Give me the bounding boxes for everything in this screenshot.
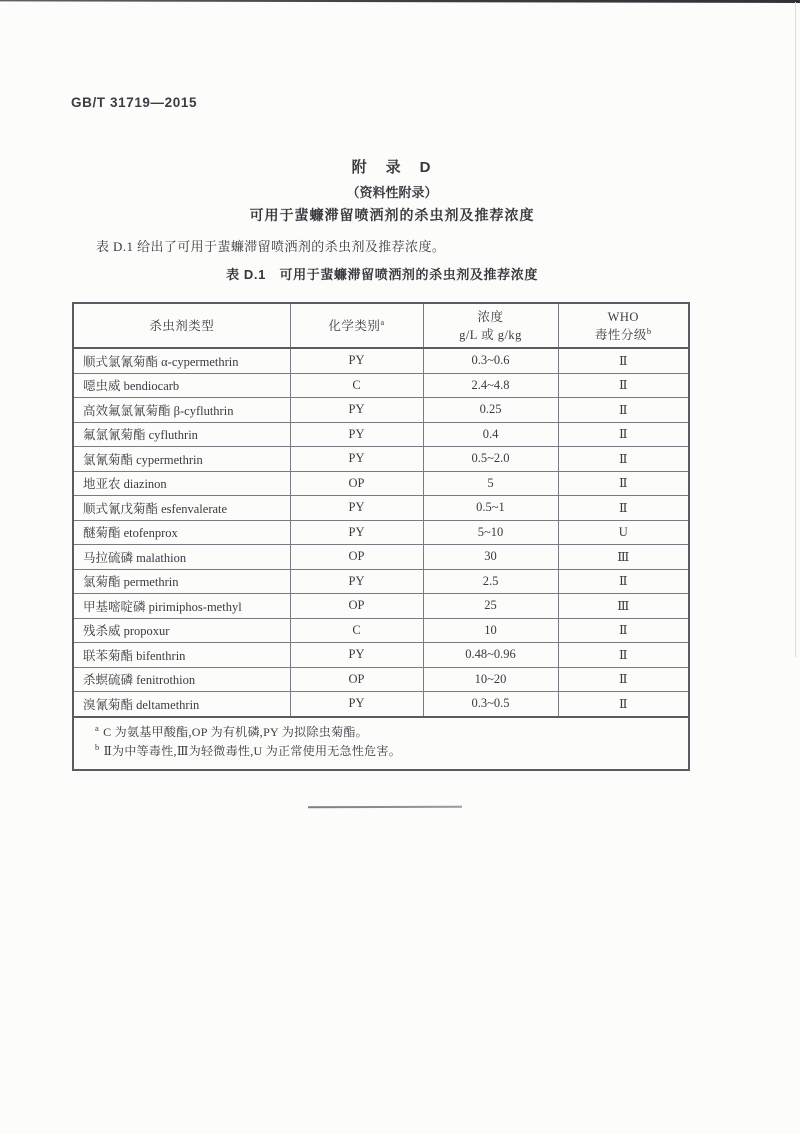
col-header-insecticide-label: 杀虫剂类型 bbox=[149, 318, 215, 333]
col-header-who bbox=[558, 303, 689, 348]
who-toxicity-cell: Ⅱ bbox=[558, 643, 689, 668]
appendix-label: 附 录 D bbox=[351, 159, 433, 176]
insecticide-name-cell: 马拉硫磷 malathion bbox=[73, 545, 290, 570]
insecticide-name-cell: 联苯菊酯 bifenthrin bbox=[73, 643, 290, 668]
insecticide-name-cell: 甲基嘧啶磷 pirimiphos-methyl bbox=[73, 594, 290, 619]
insecticide-name-cell: 高效氟氯氰菊酯 β-cyfluthrin bbox=[73, 398, 290, 423]
footnote-ref-a: a bbox=[380, 316, 385, 327]
table-row bbox=[73, 520, 689, 545]
col-header-concentration-line1: 浓度 bbox=[477, 309, 504, 324]
concentration-cell: 10 bbox=[423, 618, 558, 643]
who-toxicity-cell: Ⅱ bbox=[558, 569, 689, 594]
chemical-class-cell: OP bbox=[290, 471, 423, 496]
concentration-cell: 25 bbox=[423, 594, 558, 619]
concentration-cell: 30 bbox=[423, 545, 558, 570]
concentration-cell: 10~20 bbox=[423, 667, 558, 692]
chemical-class-cell: OP bbox=[290, 667, 423, 692]
scan-top-edge bbox=[0, 0, 800, 3]
col-header-who-line2-wrap bbox=[559, 326, 689, 344]
chemical-class-cell: OP bbox=[290, 594, 423, 619]
table-row bbox=[73, 569, 689, 594]
col-header-who-line1: WHO bbox=[607, 309, 639, 324]
chemical-class-cell: PY bbox=[290, 692, 423, 717]
who-toxicity-cell: Ⅲ bbox=[558, 594, 689, 619]
chemical-class-cell: PY bbox=[290, 520, 423, 545]
insecticide-name-cell: 溴氰菊酯 deltamethrin bbox=[73, 692, 290, 717]
footnote-line: $^a$ C 为氨基甲酸酯,OP 为有机磷,PY 为拟除虫菊酯。 bbox=[95, 722, 368, 739]
concentration-cell: 0.3~0.5 bbox=[423, 692, 558, 717]
col-header-insecticide bbox=[73, 303, 290, 348]
insecticide-name-cell: 醚菊酯 etofenprox bbox=[73, 520, 290, 545]
chemical-class-cell: PY bbox=[290, 496, 423, 521]
who-toxicity-cell: Ⅱ bbox=[558, 496, 689, 521]
who-toxicity-cell: Ⅱ bbox=[558, 447, 689, 472]
insecticide-name-cell: 氟氯氰菊酯 cyfluthrin bbox=[73, 422, 290, 447]
footnote-ref-b: b bbox=[646, 325, 652, 336]
standard-number: GB/T 31719—2015 bbox=[71, 95, 198, 110]
col-header-chemical-class-label: 化学类别 bbox=[328, 318, 381, 333]
table-row bbox=[73, 496, 689, 521]
col-header-who-line2: 毒性分级 bbox=[594, 327, 647, 342]
who-toxicity-cell: Ⅱ bbox=[558, 398, 689, 423]
insecticide-table bbox=[72, 302, 690, 771]
table-row bbox=[73, 545, 689, 570]
table-row bbox=[73, 373, 689, 398]
table-row bbox=[73, 692, 689, 717]
who-toxicity-cell: Ⅲ bbox=[558, 545, 689, 570]
insecticide-name-cell: 氯菊酯 permethrin bbox=[73, 569, 290, 594]
insecticide-name-cell: 噁虫威 bendiocarb bbox=[73, 373, 290, 398]
table-row bbox=[73, 667, 689, 692]
intro-paragraph: 表 D.1 给出了可用于蜚蠊滞留喷洒剂的杀虫剂及推荐浓度。 bbox=[96, 239, 446, 254]
concentration-cell: 2.5 bbox=[423, 569, 558, 594]
appendix-type: （资料性附录） bbox=[346, 185, 438, 200]
table-row bbox=[73, 447, 689, 472]
chemical-class-cell: PY bbox=[290, 422, 423, 447]
chemical-class-cell: PY bbox=[290, 348, 423, 373]
footnote-marker: a bbox=[95, 722, 100, 733]
table-body bbox=[73, 348, 689, 717]
insecticide-name-cell: 顺式氯氰菊酯 α-cypermethrin bbox=[73, 348, 290, 373]
table-row bbox=[73, 348, 689, 373]
insecticide-name-cell: 顺式氰戊菊酯 esfenvalerate bbox=[73, 496, 290, 521]
who-toxicity-cell: Ⅱ bbox=[558, 471, 689, 496]
footnote-marker: b bbox=[95, 742, 100, 752]
chemical-class-cell: OP bbox=[290, 545, 423, 570]
who-toxicity-cell: Ⅱ bbox=[558, 348, 689, 373]
concentration-cell: 2.4~4.8 bbox=[423, 373, 558, 398]
col-header-concentration-line2: g/L 或 g/kg bbox=[459, 327, 522, 342]
concentration-cell: 0.48~0.96 bbox=[423, 643, 558, 668]
concentration-cell: 0.5~2.0 bbox=[423, 447, 558, 472]
table-header-row bbox=[73, 303, 689, 348]
concentration-cell: 0.3~0.6 bbox=[423, 348, 558, 373]
table-caption: 表 D.1 可用于蜚蠊滞留喷洒剂的杀虫剂及推荐浓度 bbox=[226, 267, 538, 282]
chemical-class-cell: C bbox=[290, 373, 423, 398]
table-footnotes bbox=[73, 717, 689, 770]
table-row bbox=[73, 398, 689, 423]
who-toxicity-cell: Ⅱ bbox=[558, 667, 689, 692]
chemical-class-cell: PY bbox=[290, 643, 423, 668]
concentration-cell: 0.25 bbox=[423, 398, 558, 423]
insecticide-name-cell: 氯氰菊酯 cypermethrin bbox=[73, 447, 290, 472]
footnote-line: $^b$ Ⅱ为中等毒性,Ⅲ为轻微毒性,U 为正常使用无急性危害。 bbox=[95, 742, 402, 758]
table-footnote-row bbox=[73, 717, 689, 770]
concentration-cell: 0.5~1 bbox=[423, 496, 558, 521]
chemical-class-cell: PY bbox=[290, 398, 423, 423]
insecticide-name-cell: 杀螟硫磷 fenitrothion bbox=[73, 667, 290, 692]
appendix-title: 可用于蜚蠊滞留喷洒剂的杀虫剂及推荐浓度 bbox=[249, 207, 535, 223]
insecticide-name-cell: 残杀威 propoxur bbox=[73, 618, 290, 643]
scan-right-edge bbox=[795, 2, 796, 657]
table-row bbox=[73, 471, 689, 496]
col-header-chemical-class bbox=[290, 303, 423, 348]
concentration-cell: 5 bbox=[423, 471, 558, 496]
end-of-document-rule bbox=[308, 806, 462, 809]
who-toxicity-cell: Ⅱ bbox=[558, 692, 689, 717]
table-row bbox=[73, 643, 689, 668]
table-row bbox=[73, 594, 689, 619]
chemical-class-cell: PY bbox=[290, 569, 423, 594]
col-header-concentration bbox=[423, 303, 558, 348]
who-toxicity-cell: Ⅱ bbox=[558, 422, 689, 447]
table-row bbox=[73, 618, 689, 643]
table-row bbox=[73, 422, 689, 447]
who-toxicity-cell: Ⅱ bbox=[558, 618, 689, 643]
chemical-class-cell: C bbox=[290, 618, 423, 643]
who-toxicity-cell: Ⅱ bbox=[558, 373, 689, 398]
concentration-cell: 0.4 bbox=[423, 422, 558, 447]
concentration-cell: 5~10 bbox=[423, 520, 558, 545]
chemical-class-cell: PY bbox=[290, 447, 423, 472]
insecticide-name-cell: 地亚农 diazinon bbox=[73, 471, 290, 496]
who-toxicity-cell: U bbox=[558, 520, 689, 545]
